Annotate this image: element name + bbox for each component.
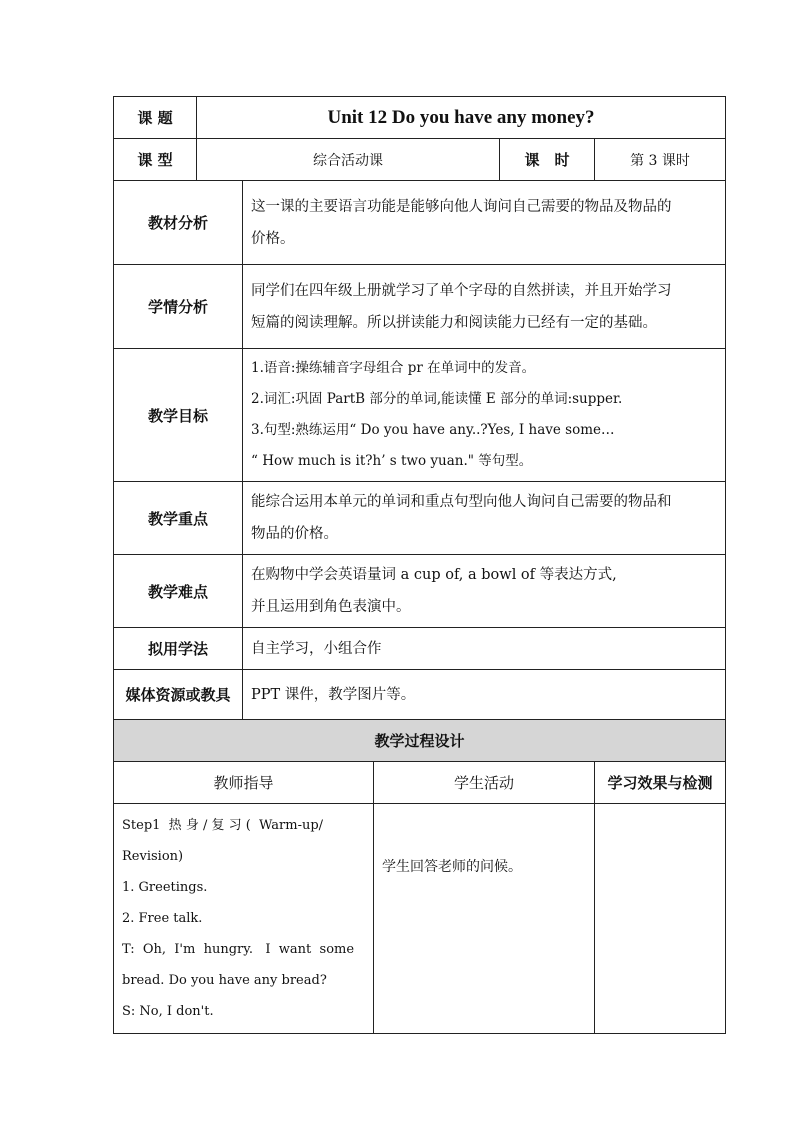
difficulties-label: 教学难点 — [114, 555, 243, 628]
process-header-row — [114, 762, 726, 804]
goals-row — [114, 349, 726, 482]
goal-line: 2.词汇:巩固 PartB 部分的单词,能读懂 E 部分的单词:supper. — [251, 391, 623, 407]
material-line: 价格。 — [251, 230, 295, 247]
type-label: 课 型 — [114, 139, 197, 181]
resources-row — [114, 670, 726, 720]
methods-value: 自主学习，小组合作 — [243, 628, 726, 670]
key-points-label: 教学重点 — [114, 482, 243, 555]
students-row — [114, 265, 726, 349]
key-points-line: 物品的价格。 — [251, 526, 338, 542]
period-label: 课 时 — [500, 139, 595, 181]
step1-line: T: Oh, I'm hungry. I want some — [122, 942, 355, 957]
difficulties-row — [114, 555, 726, 628]
lesson-plan-sheet — [113, 96, 725, 1034]
difficulties-line: 在购物中学会英语量词 a cup of, a bowl of 等表达方式, — [251, 567, 617, 583]
lesson-plan-table — [113, 96, 726, 1034]
step1-student-cell: 学生回答老师的问候。 — [374, 804, 595, 1034]
goals-content — [243, 349, 726, 482]
step1-teacher-cell — [114, 804, 374, 1034]
students-line: 同学们在四年级上册就学习了单个字母的自然拼读，并且开始学习 — [251, 282, 672, 299]
col-effect-header: 学习效果与检测 — [595, 762, 726, 804]
methods-label: 拟用学法 — [114, 628, 243, 670]
step1-line: 2. Free talk. — [122, 911, 203, 926]
type-value: 综合活动课 — [197, 139, 500, 181]
col-student-header: 学生活动 — [374, 762, 595, 804]
goal-line: 3.句型:熟练运用“ Do you have any..?Yes, I have some… — [251, 422, 615, 438]
step1-line: Step1 热 身 / 复 习 ( Warm-up/ — [122, 818, 324, 833]
key-points-line: 能综合运用本单元的单词和重点句型向他人询问自己需要的物品和 — [251, 494, 672, 510]
material-row — [114, 181, 726, 265]
step1-line: 1. Greetings. — [122, 880, 208, 895]
students-label: 学情分析 — [114, 265, 243, 349]
topic-row — [114, 97, 726, 139]
methods-row — [114, 628, 726, 670]
type-row — [114, 139, 726, 181]
difficulties-line: 并且运用到角色表演中。 — [251, 599, 411, 615]
students-content — [243, 265, 726, 349]
material-label: 教材分析 — [114, 181, 243, 265]
process-title-row — [114, 720, 726, 762]
step1-line: bread. Do you have any bread? — [122, 973, 327, 988]
resources-value: PPT 课件，教学图片等。 — [243, 670, 726, 720]
material-content — [243, 181, 726, 265]
step1-row — [114, 804, 726, 1034]
col-teacher-header: 教师指导 — [114, 762, 374, 804]
difficulties-content — [243, 555, 726, 628]
process-title: 教学过程设计 — [114, 720, 726, 762]
material-line: 这一课的主要语言功能是能够向他人询问自己需要的物品及物品的 — [251, 198, 672, 215]
resources-label: 媒体资源或教具 — [114, 670, 243, 720]
students-line: 短篇的阅读理解。所以拼读能力和阅读能力已经有一定的基础。 — [251, 314, 657, 331]
goal-line: 1.语音:操练辅音字母组合 pr 在单词中的发音。 — [251, 360, 536, 376]
key-points-content — [243, 482, 726, 555]
step1-effect-cell — [595, 804, 726, 1034]
goals-label: 教学目标 — [114, 349, 243, 482]
topic-label: 课 题 — [114, 97, 197, 139]
topic-value: Unit 12 Do you have any money? — [197, 97, 726, 139]
step1-line: Revision) — [122, 849, 184, 864]
goal-line: “ How much is it?h’ s two yuan." 等句型。 — [251, 453, 533, 469]
step1-line: S: No, I don't. — [122, 1004, 214, 1019]
period-value: 第 3 课时 — [595, 139, 726, 181]
key-points-row — [114, 482, 726, 555]
